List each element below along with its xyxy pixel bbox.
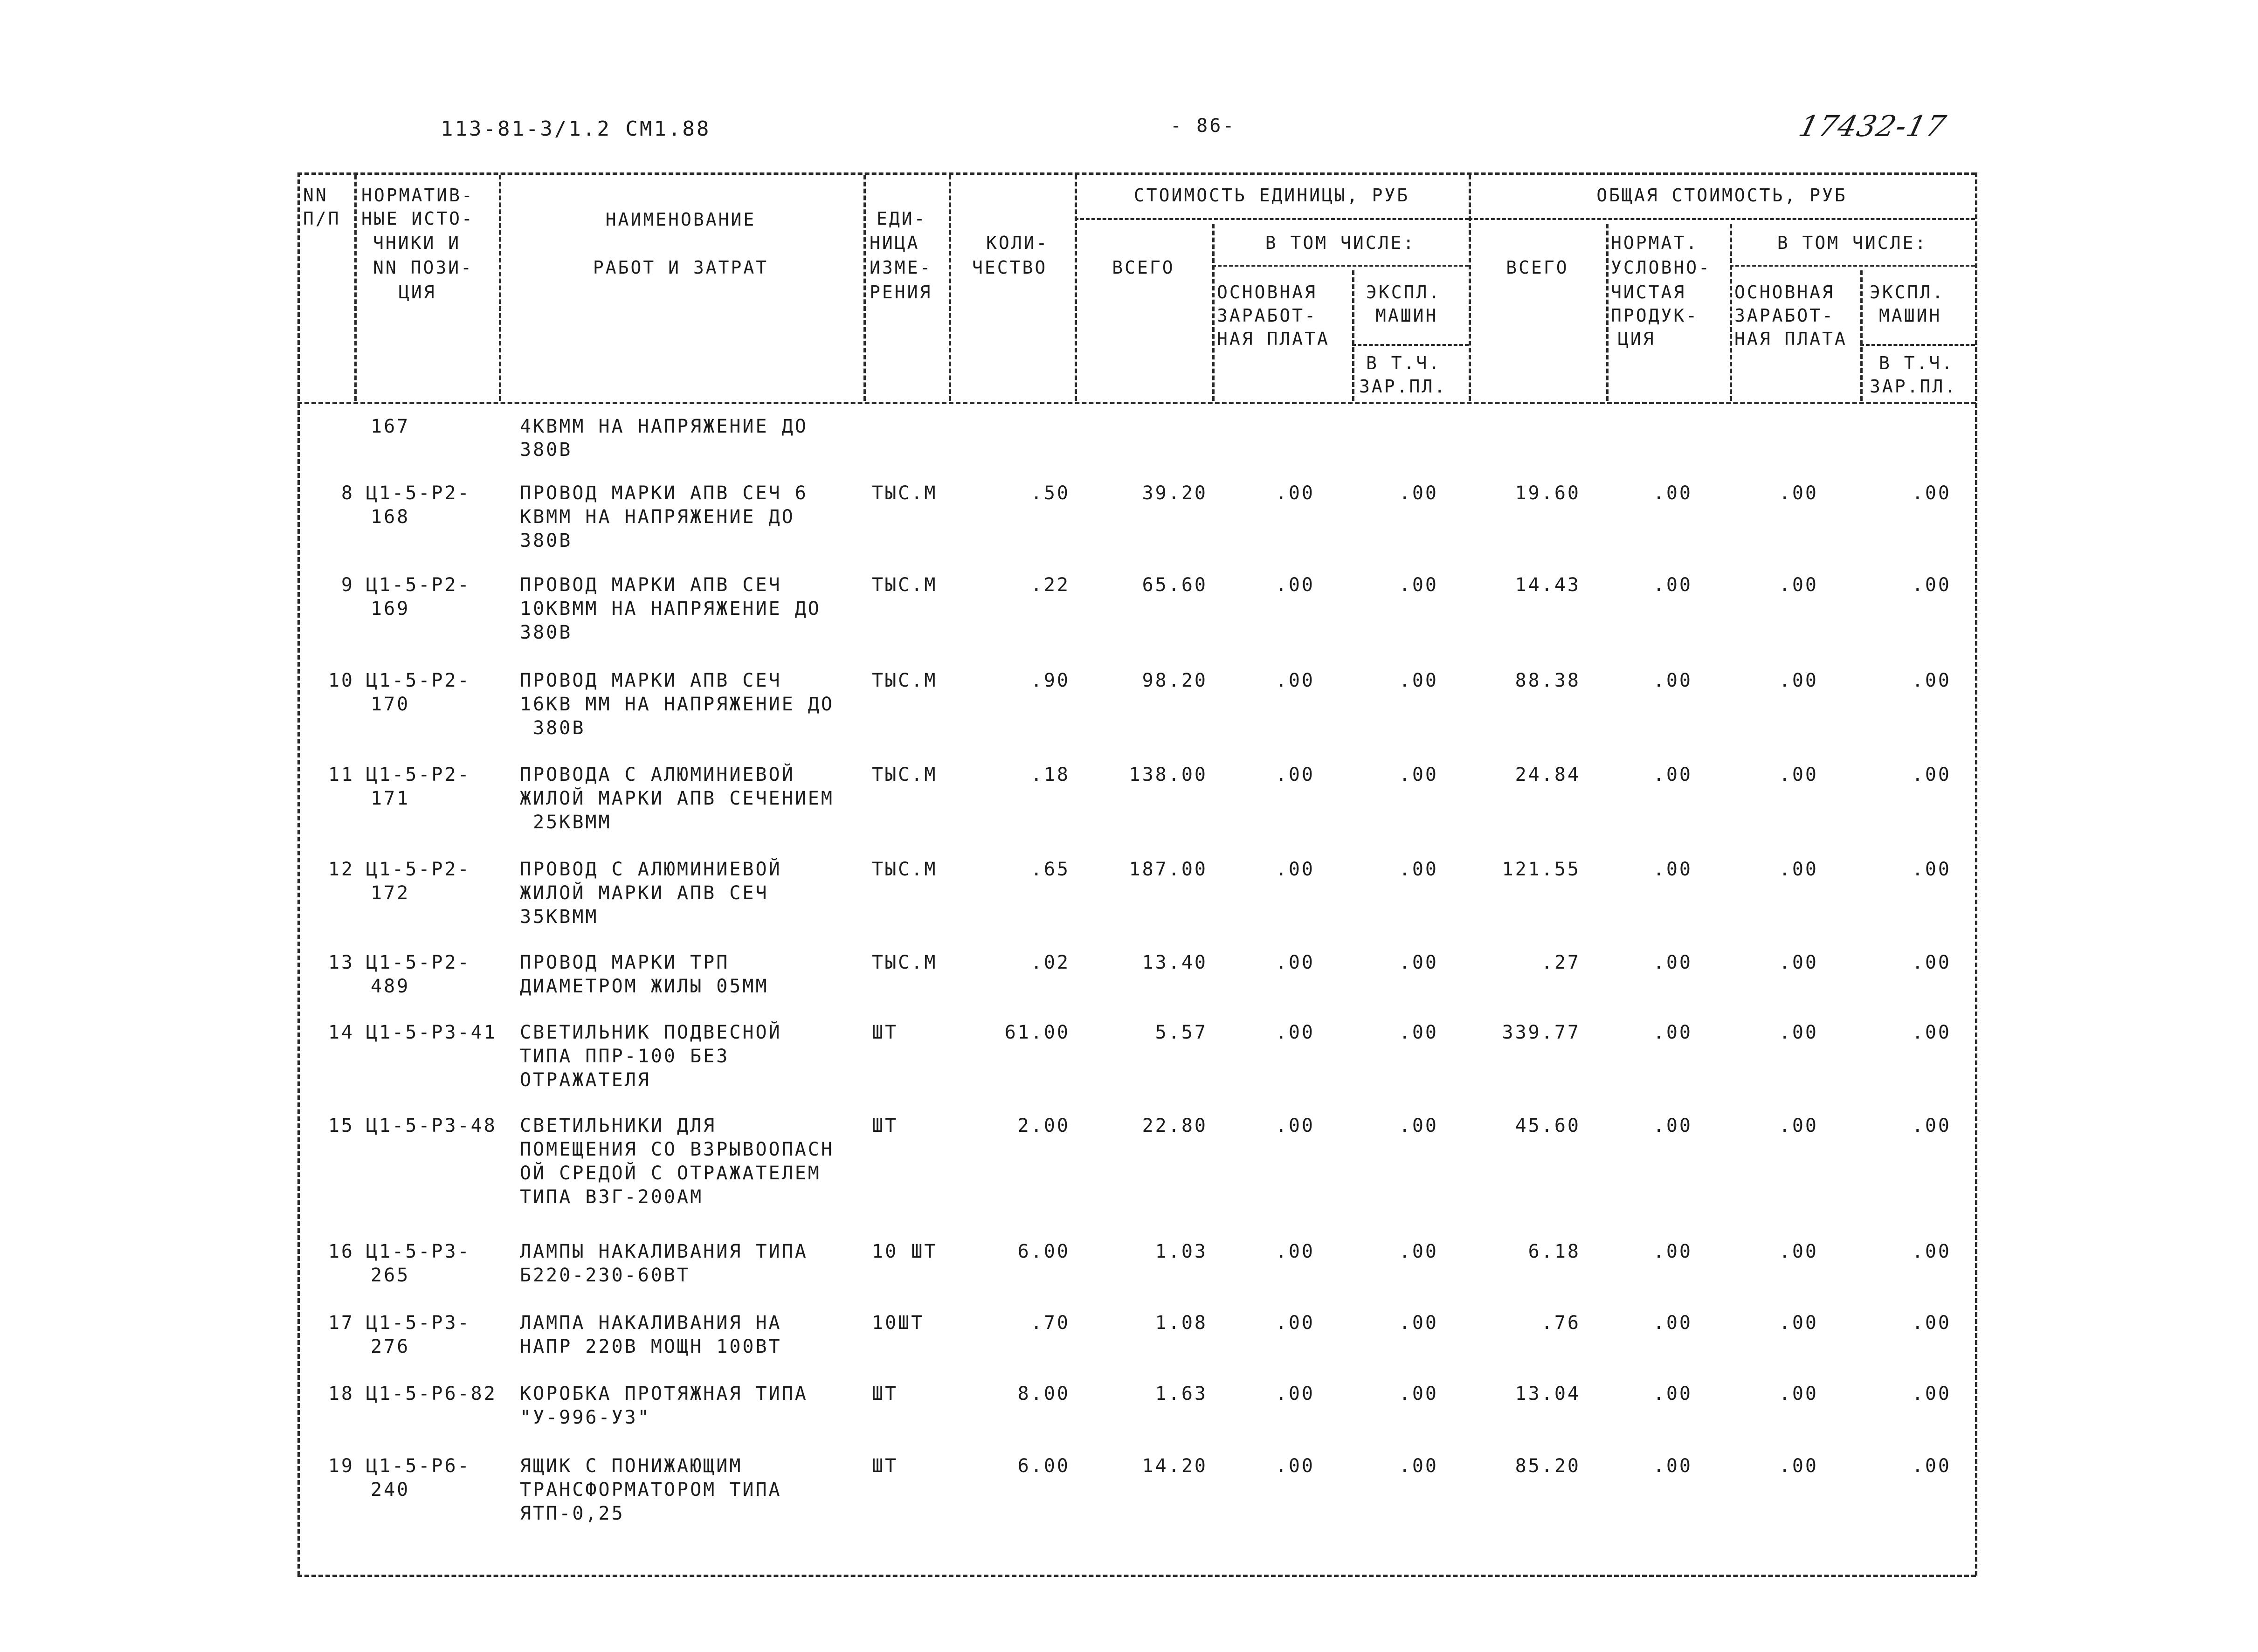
row-nn: 9 <box>341 574 354 596</box>
row-qty: .70 <box>1030 1312 1070 1334</box>
header-nn: NN <box>303 185 328 206</box>
row-total-mach: .00 <box>1912 1312 1951 1334</box>
header-name-1: НАИМЕНОВАНИЕ <box>605 209 756 230</box>
row-total-wage: .00 <box>1779 1022 1818 1043</box>
row-unit-mach: .00 <box>1399 859 1438 880</box>
row-total-mach: .00 <box>1912 1455 1951 1477</box>
header-sep-unit-wage <box>1352 270 1354 401</box>
row-name: ПРОВОДА С АЛЮМИНИЕВОЙ <box>520 764 795 785</box>
row-total-wage: .00 <box>1779 482 1818 504</box>
row-unit-mach: .00 <box>1399 952 1438 973</box>
row-code: Ц1-5-Р2- <box>366 574 471 596</box>
row-unit-wage: .00 <box>1275 1455 1315 1477</box>
row-normat: .00 <box>1653 1241 1692 1262</box>
header-sep-norm <box>499 175 501 401</box>
row-total: 121.55 <box>1502 859 1581 880</box>
row-nn: 15 <box>328 1115 354 1136</box>
header-sub-rule-unit-split <box>1212 265 1469 267</box>
header-qty-1: КОЛИ- <box>986 233 1049 253</box>
row-unit-total: 138.00 <box>1129 764 1208 785</box>
row-unit-wage: .00 <box>1275 574 1315 596</box>
row-name: ЛАМПЫ НАКАЛИВАНИЯ ТИПА <box>520 1241 808 1262</box>
row-unit-mach: .00 <box>1399 1312 1438 1334</box>
header-norm-2: НЫЕ ИСТО- <box>361 208 474 229</box>
header-sub-rule-unit-mach <box>1352 344 1469 346</box>
header-unit-osnovnaya-1: ОСНОВНАЯ <box>1217 282 1318 303</box>
row-total: .27 <box>1541 952 1581 973</box>
row-code: 265 <box>371 1265 410 1286</box>
row-code: Ц1-5-Р2- <box>366 952 471 973</box>
row-total-mach: .00 <box>1912 764 1951 785</box>
row-unit-total: 1.08 <box>1155 1312 1208 1334</box>
row-unit-wage: .00 <box>1275 764 1315 785</box>
header-sub-rule-total-split <box>1730 265 1975 267</box>
row-name: ПРОВОД МАРКИ АПВ СЕЧ <box>520 670 782 691</box>
row-unit: 10ШТ <box>872 1312 925 1334</box>
row-qty: 8.00 <box>1017 1383 1070 1404</box>
row-name: 16КВ ММ НА НАПРЯЖЕНИЕ ДО <box>520 694 834 715</box>
row-total-mach: .00 <box>1912 670 1951 691</box>
row-code: Ц1-5-Р2- <box>366 859 471 880</box>
header-normat-2: УСЛОВНО- <box>1611 257 1712 278</box>
row-name: 25КВММ <box>520 812 612 833</box>
row-name: ЛАМПА НАКАЛИВАНИЯ НА <box>520 1312 782 1334</box>
header-unit-ekspl-2: МАШИН <box>1375 305 1438 326</box>
row-unit-total: 1.03 <box>1155 1241 1208 1262</box>
row-qty: .50 <box>1030 482 1070 504</box>
row-normat: .00 <box>1653 1022 1692 1043</box>
header-bottom-rule <box>297 402 1976 404</box>
row-nn: 12 <box>328 859 354 880</box>
row-total-wage: .00 <box>1779 574 1818 596</box>
header-unit-4: РЕНИЯ <box>870 282 932 303</box>
row-code: Ц1-5-Р3- <box>366 1312 471 1334</box>
row-unit-wage: .00 <box>1275 670 1315 691</box>
row-name: ПРОВОД МАРКИ АПВ СЕЧ 6 <box>520 482 808 504</box>
row-qty: 6.00 <box>1017 1241 1070 1262</box>
header-unit-1: ЕДИ- <box>877 208 927 229</box>
row-qty: .02 <box>1030 952 1070 973</box>
row-code: 172 <box>371 882 410 904</box>
row-total-mach: .00 <box>1912 1022 1951 1043</box>
row-name: 380В <box>520 530 573 551</box>
row-code: Ц1-5-Р6-82 <box>366 1383 497 1404</box>
row-name: 380В <box>520 717 586 739</box>
header-unit-vsego: ВСЕГО <box>1112 257 1175 278</box>
row-qty: 61.00 <box>1004 1022 1070 1043</box>
header-sub-rule-unit-cost <box>1075 218 1469 220</box>
header-unit-2: НИЦА <box>870 233 920 253</box>
row-unit-total: 98.20 <box>1142 670 1208 691</box>
row-code: Ц1-5-Р3- <box>366 1241 471 1262</box>
header-sep-unit-block <box>1469 175 1471 401</box>
row-nn: 13 <box>328 952 354 973</box>
header-normat-1: НОРМАТ. <box>1611 233 1699 253</box>
row-code: 240 <box>371 1479 410 1501</box>
row-total-wage: .00 <box>1779 859 1818 880</box>
row-total-mach: .00 <box>1912 482 1951 504</box>
header-unit-osnovnaya-3: НАЯ ПЛАТА <box>1217 329 1330 349</box>
row-normat: .00 <box>1653 1115 1692 1136</box>
row-normat: .00 <box>1653 764 1692 785</box>
row-total-wage: .00 <box>1779 1312 1818 1334</box>
row-unit-wage: .00 <box>1275 1383 1315 1404</box>
row-total-mach: .00 <box>1912 952 1951 973</box>
row-nn: 8 <box>341 482 354 504</box>
row-total: 19.60 <box>1515 482 1581 504</box>
row-nn: 19 <box>328 1455 354 1477</box>
row-normat: .00 <box>1653 859 1692 880</box>
row-qty: 2.00 <box>1017 1115 1070 1136</box>
table-bottom-rule <box>297 1575 1976 1577</box>
row-name: ЖИЛОЙ МАРКИ АПВ СЕЧ <box>520 882 769 904</box>
row-total-mach: .00 <box>1912 574 1951 596</box>
row-unit: ТЫС.М <box>872 574 938 596</box>
row-unit-mach: .00 <box>1399 670 1438 691</box>
row-total: 85.20 <box>1515 1455 1581 1477</box>
header-sep-qty <box>1075 175 1077 401</box>
row-unit: 10 ШТ <box>872 1241 938 1262</box>
carry-over-name-1: 4КВММ НА НАПРЯЖЕНИЕ ДО <box>520 416 808 437</box>
row-unit-mach: .00 <box>1399 574 1438 596</box>
row-unit: ТЫС.М <box>872 482 938 504</box>
header-normat-3: ЧИСТАЯ <box>1611 282 1686 303</box>
row-total-mach: .00 <box>1912 1383 1951 1404</box>
row-unit-wage: .00 <box>1275 952 1315 973</box>
row-code: Ц1-5-Р2- <box>366 764 471 785</box>
row-unit: ШТ <box>872 1383 898 1404</box>
row-total: .76 <box>1541 1312 1581 1334</box>
row-code: Ц1-5-Р6- <box>366 1455 471 1477</box>
row-code: 171 <box>371 788 410 809</box>
row-name: ПОМЕЩЕНИЯ СО ВЗРЫВООПАСН <box>520 1139 834 1160</box>
row-unit: ТЫС.М <box>872 859 938 880</box>
row-normat: .00 <box>1653 1455 1692 1477</box>
header-norm-5: ЦИЯ <box>399 282 436 303</box>
header-norm-1: НОРМАТИВ- <box>361 185 474 206</box>
row-code: 169 <box>371 598 410 620</box>
row-unit-mach: .00 <box>1399 482 1438 504</box>
row-normat: .00 <box>1653 670 1692 691</box>
row-total: 14.43 <box>1515 574 1581 596</box>
row-nn: 18 <box>328 1383 354 1404</box>
row-unit: ТЫС.М <box>872 952 938 973</box>
row-total: 6.18 <box>1528 1241 1581 1262</box>
table-top-rule <box>297 172 1976 175</box>
row-unit-total: 22.80 <box>1142 1115 1208 1136</box>
row-total-wage: .00 <box>1779 1115 1818 1136</box>
row-name: Б220-230-60ВТ <box>520 1265 691 1286</box>
row-unit: ШТ <box>872 1022 898 1043</box>
row-qty: .22 <box>1030 574 1070 596</box>
header-sub-rule-total-mach <box>1860 344 1975 346</box>
row-name: 10КВММ НА НАПРЯЖЕНИЕ ДО <box>520 598 821 620</box>
header-unit-3: ИЗМЕ- <box>870 257 932 278</box>
row-total: 88.38 <box>1515 670 1581 691</box>
row-total-wage: .00 <box>1779 670 1818 691</box>
header-name-2: РАБОТ И ЗАТРАТ <box>593 257 769 278</box>
row-name: ЯЩИК С ПОНИЖАЮЩИМ <box>520 1455 743 1477</box>
row-name: 380В <box>520 622 573 643</box>
row-name: ТИПА ППР-100 БЕЗ <box>520 1046 730 1067</box>
row-qty: .90 <box>1030 670 1070 691</box>
carry-over-code: 167 <box>371 416 410 437</box>
row-unit-total: 14.20 <box>1142 1455 1208 1477</box>
header-normat-5: ЦИЯ <box>1618 329 1656 349</box>
row-name: ЖИЛОЙ МАРКИ АПВ СЕЧЕНИЕМ <box>520 788 834 809</box>
row-total-wage: .00 <box>1779 1455 1818 1477</box>
row-unit: ТЫС.М <box>872 764 938 785</box>
row-nn: 17 <box>328 1312 354 1334</box>
header-sep-unit <box>949 175 951 401</box>
row-name: ДИАМЕТРОМ ЖИЛЫ 05ММ <box>520 976 769 997</box>
row-name: КОРОБКА ПРОТЯЖНАЯ ТИПА <box>520 1383 808 1404</box>
row-total-wage: .00 <box>1779 1241 1818 1262</box>
row-total-mach: .00 <box>1912 1241 1951 1262</box>
row-unit-mach: .00 <box>1399 1455 1438 1477</box>
row-unit-wage: .00 <box>1275 1312 1315 1334</box>
row-total-wage: .00 <box>1779 1383 1818 1404</box>
row-code: 489 <box>371 976 410 997</box>
header-total-vtch-1: В Т.Ч. <box>1879 353 1954 373</box>
header-total-ekspl-2: МАШИН <box>1879 305 1942 326</box>
header-total-osnovnaya-3: НАЯ ПЛАТА <box>1734 329 1847 349</box>
header-sep-nn <box>354 175 357 401</box>
row-normat: .00 <box>1653 1312 1692 1334</box>
header-norm-3: ЧНИКИ И <box>373 233 461 253</box>
row-normat: .00 <box>1653 482 1692 504</box>
row-name: СВЕТИЛЬНИКИ ДЛЯ <box>520 1115 717 1136</box>
row-total-mach: .00 <box>1912 859 1951 880</box>
header-sep-total <box>1606 224 1609 401</box>
header-unit-vtch-1: В Т.Ч. <box>1366 353 1442 373</box>
header-total-cost-title: ОБЩАЯ СТОИМОСТЬ, РУБ <box>1596 185 1847 206</box>
row-unit-total: 187.00 <box>1129 859 1208 880</box>
row-unit-mach: .00 <box>1399 1241 1438 1262</box>
row-qty: .65 <box>1030 859 1070 880</box>
row-name: 35КВММ <box>520 906 599 928</box>
row-qty: 6.00 <box>1017 1455 1070 1477</box>
document-code: 113-81-3/1.2 СМ1.88 <box>441 117 711 141</box>
row-unit-total: 65.60 <box>1142 574 1208 596</box>
header-unit-osnovnaya-2: ЗАРАБОТ- <box>1217 305 1318 326</box>
header-total-v-tom-chisle: В ТОМ ЧИСЛЕ: <box>1777 233 1928 253</box>
row-code: 168 <box>371 506 410 528</box>
row-name: ОЙ СРЕДОЙ С ОТРАЖАТЕЛЕМ <box>520 1163 821 1184</box>
row-total: 339.77 <box>1502 1022 1581 1043</box>
row-nn: 16 <box>328 1241 354 1262</box>
row-code: 170 <box>371 694 410 715</box>
row-code: Ц1-5-Р3-48 <box>366 1115 497 1136</box>
header-norm-4: NN ПОЗИ- <box>373 257 474 278</box>
row-total-wage: .00 <box>1779 764 1818 785</box>
carry-over-name-2: 380В <box>520 439 573 461</box>
row-unit-total: 13.40 <box>1142 952 1208 973</box>
row-code: Ц1-5-Р3-41 <box>366 1022 497 1043</box>
row-normat: .00 <box>1653 1383 1692 1404</box>
page-number: - 86- <box>1170 115 1236 137</box>
row-code: Ц1-5-Р2- <box>366 670 471 691</box>
row-qty: .18 <box>1030 764 1070 785</box>
row-name: ПРОВОД МАРКИ АПВ СЕЧ <box>520 574 782 596</box>
row-name: ТИПА ВЗГ-200АМ <box>520 1186 704 1208</box>
header-unit-v-tom-chisle: В ТОМ ЧИСЛЕ: <box>1265 233 1416 253</box>
row-unit: ТЫС.М <box>872 670 938 691</box>
row-unit-total: 39.20 <box>1142 482 1208 504</box>
row-unit-mach: .00 <box>1399 1383 1438 1404</box>
header-unit-ekspl-1: ЭКСПЛ. <box>1366 282 1442 303</box>
row-code: 276 <box>371 1336 410 1357</box>
row-name: ПРОВОД МАРКИ ТРП <box>520 952 730 973</box>
row-unit-mach: .00 <box>1399 1115 1438 1136</box>
row-nn: 14 <box>328 1022 354 1043</box>
row-name: ЯТП-0,25 <box>520 1503 625 1524</box>
row-unit-wage: .00 <box>1275 482 1315 504</box>
row-name: ТРАНСФОРМАТОРОМ ТИПА <box>520 1479 782 1501</box>
row-nn: 11 <box>328 764 354 785</box>
row-total: 13.04 <box>1515 1383 1581 1404</box>
handwritten-reference: 17432-17 <box>1795 109 1950 143</box>
row-unit: ШТ <box>872 1455 898 1477</box>
row-normat: .00 <box>1653 574 1692 596</box>
header-sep-name <box>863 175 866 401</box>
row-unit-mach: .00 <box>1399 764 1438 785</box>
row-total-mach: .00 <box>1912 1115 1951 1136</box>
row-name: НАПР 220В МОЩН 100ВТ <box>520 1336 782 1357</box>
table-right-border <box>1975 172 1977 1576</box>
row-normat: .00 <box>1653 952 1692 973</box>
row-unit-mach: .00 <box>1399 1022 1438 1043</box>
row-unit-wage: .00 <box>1275 859 1315 880</box>
row-unit-wage: .00 <box>1275 1022 1315 1043</box>
row-code: Ц1-5-Р2- <box>366 482 471 504</box>
row-nn: 10 <box>328 670 354 691</box>
row-name: ПРОВОД С АЛЮМИНИЕВОЙ <box>520 859 782 880</box>
header-total-vsego: ВСЕГО <box>1506 257 1569 278</box>
header-normat-4: ПРОДУК- <box>1611 305 1699 326</box>
row-name: КВММ НА НАПРЯЖЕНИЕ ДО <box>520 506 795 528</box>
header-sub-rule-total-cost <box>1469 218 1975 220</box>
header-total-ekspl-1: ЭКСПЛ. <box>1870 282 1945 303</box>
row-total-wage: .00 <box>1779 952 1818 973</box>
row-total: 24.84 <box>1515 764 1581 785</box>
header-unit-vtch-2: ЗАР.ПЛ. <box>1359 376 1447 397</box>
header-total-osnovnaya-2: ЗАРАБОТ- <box>1734 305 1835 326</box>
header-nn-2: П/П <box>303 208 341 229</box>
header-total-osnovnaya-1: ОСНОВНАЯ <box>1734 282 1835 303</box>
row-unit-total: 5.57 <box>1155 1022 1208 1043</box>
row-total: 45.60 <box>1515 1115 1581 1136</box>
row-unit-total: 1.63 <box>1155 1383 1208 1404</box>
row-unit-wage: .00 <box>1275 1241 1315 1262</box>
header-total-vtch-2: ЗАР.ПЛ. <box>1870 376 1958 397</box>
row-unit-wage: .00 <box>1275 1115 1315 1136</box>
header-unit-cost-title: СТОИМОСТЬ ЕДИНИЦЫ, РУБ <box>1133 185 1410 206</box>
row-unit: ШТ <box>872 1115 898 1136</box>
row-name: СВЕТИЛЬНИК ПОДВЕСНОЙ <box>520 1022 782 1043</box>
header-sep-total-wage <box>1860 270 1863 401</box>
row-name: "У-996-У3" <box>520 1407 651 1428</box>
header-qty-2: ЧЕСТВО <box>972 257 1048 278</box>
row-name: ОТРАЖАТЕЛЯ <box>520 1069 651 1091</box>
